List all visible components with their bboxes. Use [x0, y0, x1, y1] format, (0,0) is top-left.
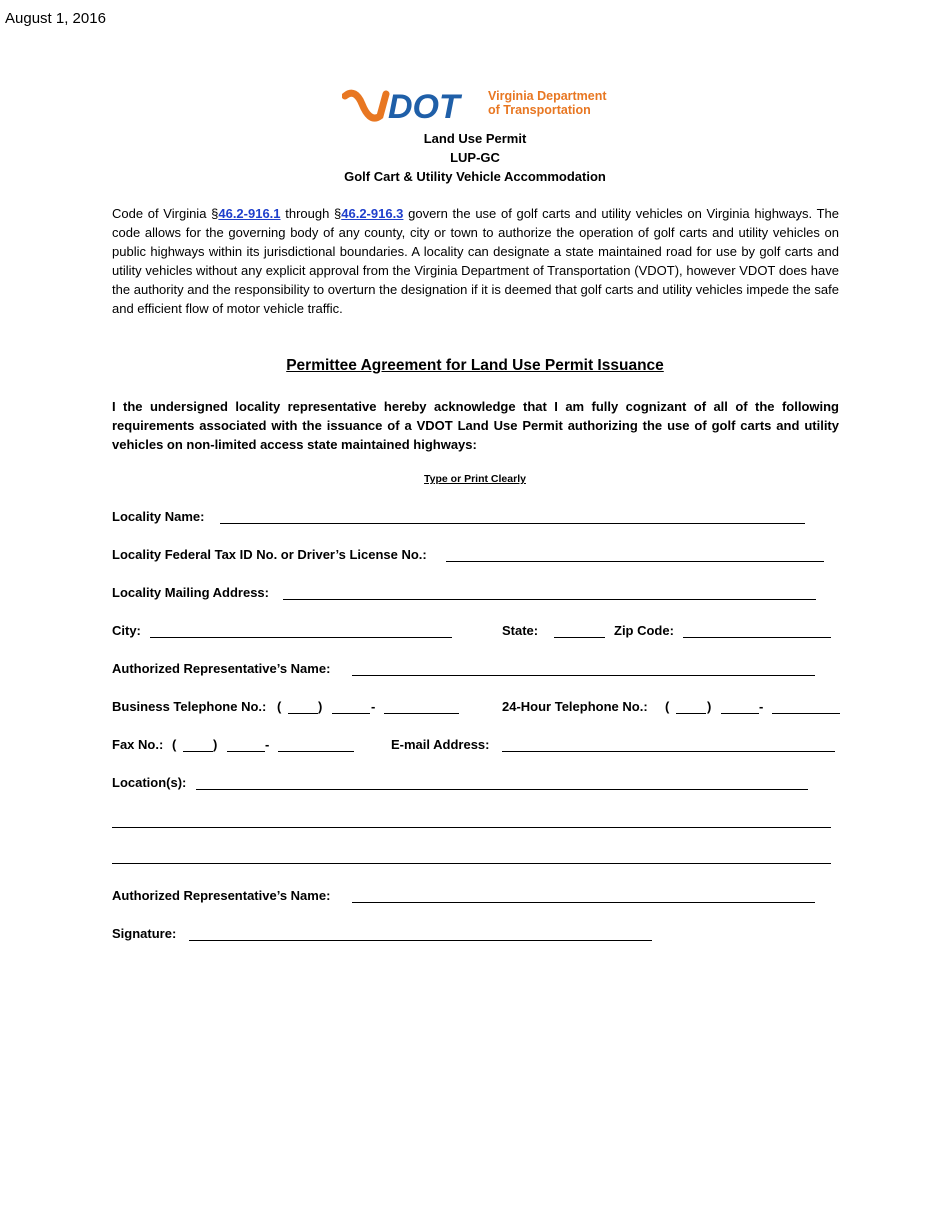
locations-row-3 [112, 849, 831, 869]
locations-label: Location(s): [112, 775, 187, 790]
signature-label: Signature: [112, 926, 177, 941]
locations-field-3[interactable] [112, 849, 831, 864]
business-phone-paren-close: ) [318, 699, 323, 714]
vdot-logo-text [488, 89, 607, 117]
mailing-address-field[interactable] [283, 585, 816, 600]
auth-rep-name-2-label: Authorized Representative’s Name: [112, 888, 331, 903]
business-phone-paren-open: ( [277, 699, 282, 714]
document-date: August 1, 2016 [5, 10, 106, 27]
agreement-title: Permittee Agreement for Land Use Permit Issuance [286, 357, 664, 374]
locality-name-label: Locality Name: [112, 509, 205, 524]
fax-prefix[interactable] [227, 737, 265, 752]
hour24-phone-dash: - [759, 699, 764, 714]
mailing-address-label: Locality Mailing Address: [112, 585, 269, 600]
fax-dash: - [265, 737, 270, 752]
business-phone-dash: - [371, 699, 376, 714]
fax-paren-open: ( [172, 737, 177, 752]
business-phone-prefix[interactable] [332, 699, 370, 714]
vdot-logo-mark [342, 86, 482, 126]
city-field[interactable] [150, 623, 452, 638]
state-field[interactable] [554, 623, 605, 638]
fax-label: Fax No.: [112, 737, 164, 752]
locations-field-2[interactable] [112, 813, 831, 828]
locations-field-1[interactable] [196, 775, 808, 790]
fax-line[interactable] [278, 737, 354, 752]
hour24-phone-paren-close: ) [707, 699, 712, 714]
title-line-2: LUP-GC [450, 150, 500, 165]
code-link-46-2-916-3[interactable]: 46.2-916.3 [341, 206, 404, 221]
intro-text-2: through § [280, 206, 342, 221]
intro-text-1: Code of Virginia § [112, 206, 219, 221]
title-line-3: Golf Cart & Utility Vehicle Accommodation [344, 169, 606, 184]
fax-area-code[interactable] [183, 737, 213, 752]
fax-paren-close: ) [213, 737, 218, 752]
hour24-phone-paren-open: ( [665, 699, 670, 714]
type-print-instruction: Type or Print Clearly [424, 473, 526, 485]
signature-field[interactable] [189, 926, 652, 941]
tax-id-field[interactable] [446, 547, 824, 562]
business-phone-line[interactable] [384, 699, 459, 714]
acknowledgement-paragraph: I the undersigned locality representative hereby acknowledge that I am fully cognizant of all of the following requirements associated with the issuance of a VDOT Land Use Permit authorizing the use of golf carts and utility vehicles on non-limited access state maintained highways: [112, 399, 839, 452]
auth-rep-name-field[interactable] [352, 661, 815, 676]
logo-line-2: of Transportation [488, 103, 591, 117]
svg-text:DOT: DOT [388, 88, 460, 126]
title-line-1: Land Use Permit [423, 131, 527, 146]
city-label: City: [112, 623, 141, 638]
email-field[interactable] [502, 737, 835, 752]
auth-rep-name-label: Authorized Representative’s Name: [112, 661, 331, 676]
business-phone-area-code[interactable] [288, 699, 318, 714]
locality-name-field[interactable] [220, 509, 805, 524]
tax-id-label: Locality Federal Tax ID No. or Driver’s License No.: [112, 547, 427, 562]
hour24-phone-area-code[interactable] [676, 699, 706, 714]
code-link-46-2-916-1[interactable]: 46.2-916.1 [218, 206, 281, 221]
form-heading [0, 129, 950, 186]
hour24-phone-prefix[interactable] [721, 699, 759, 714]
zip-code-label: Zip Code: [614, 623, 674, 638]
auth-rep-name-2-field[interactable] [352, 888, 815, 903]
logo-line-1: Virginia Department [488, 89, 607, 103]
locations-row-2 [112, 813, 831, 833]
email-label: E-mail Address: [391, 737, 490, 752]
business-phone-label: Business Telephone No.: [112, 699, 267, 714]
state-label: State: [502, 623, 539, 638]
zip-code-field[interactable] [683, 623, 831, 638]
hour24-phone-line[interactable] [772, 699, 840, 714]
vdot-logo [342, 86, 612, 126]
intro-text-3: govern the use of golf carts and utility vehicles on Virginia highways. The code allows for the governing body of any county, city or town to authorize the operation of golf carts and utility vehicles on public highways within its jurisdictional boundaries. A locality can designate a state maintained road for use by golf carts and utility vehicles without any explicit approval from the Virginia Department of Transportation (VDOT), however VDOT does have the authority and the responsibility to overturn the designation if it is deemed that golf carts and utility vehicles impede the safe and efficient flow of motor vehicle traffic. [112, 206, 840, 316]
intro-paragraph [112, 204, 839, 318]
hour24-phone-label: 24-Hour Telephone No.: [502, 699, 648, 714]
